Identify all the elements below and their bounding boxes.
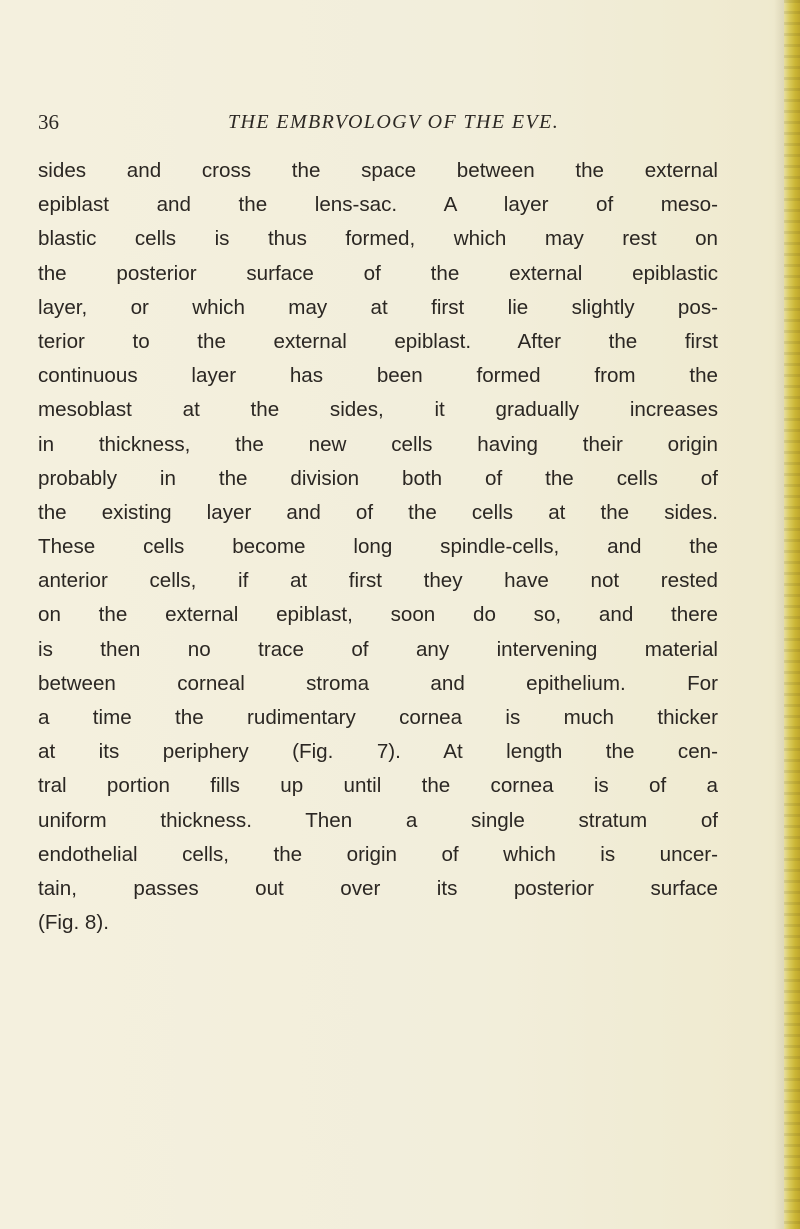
text-line: the existing layer and of the cells at the sides. bbox=[38, 500, 718, 524]
page-gutter-shadow bbox=[774, 0, 784, 1229]
text-line: on the external epiblast, soon do so, and there bbox=[38, 603, 718, 627]
text-line: at its periphery (Fig. 7). At length the cen- bbox=[38, 740, 718, 764]
text-line: mesoblast at the sides, it gradually increases bbox=[38, 398, 718, 422]
running-title: THE EMBRVOLOGV OF THE EVE. bbox=[228, 111, 560, 133]
text-line: between corneal stroma and epithelium. For bbox=[38, 671, 718, 695]
text-line: uniform thickness. Then a single stratum of bbox=[38, 808, 718, 832]
text-line: in thickness, the new cells having their origin bbox=[38, 432, 718, 456]
body-paragraph bbox=[38, 154, 718, 940]
text-line: anterior cells, if at first they have not rested bbox=[38, 569, 718, 593]
text-line: tain, passes out over its posterior surface bbox=[38, 876, 718, 900]
text-line: blastic cells is thus formed, which may rest on bbox=[38, 227, 718, 251]
running-header bbox=[38, 107, 738, 137]
text-line: is then no trace of any intervening material bbox=[38, 637, 718, 661]
text-line: These cells become long spindle-cells, and the bbox=[38, 535, 718, 559]
text-line: endothelial cells, the origin of which is uncer- bbox=[38, 842, 718, 866]
text-line: a time the rudimentary cornea is much thicker bbox=[38, 706, 718, 729]
page-number: 36 bbox=[38, 110, 59, 134]
text-line: sides and cross the space between the external bbox=[38, 159, 718, 182]
text-line: probably in the division both of the cells of bbox=[38, 466, 718, 490]
text-line: layer, or which may at first lie slightly pos- bbox=[38, 295, 718, 319]
page-edge-stack bbox=[784, 0, 800, 1229]
text-line-last: (Fig. 8). bbox=[38, 911, 109, 935]
text-line: terior to the external epiblast. After the first bbox=[38, 329, 718, 353]
text-line: continuous layer has been formed from the bbox=[38, 364, 718, 388]
text-line: the posterior surface of the external epiblastic bbox=[38, 261, 718, 285]
text-line: epiblast and the lens-sac. A layer of meso- bbox=[38, 193, 718, 217]
text-line: tral portion fills up until the cornea is of a bbox=[38, 774, 718, 798]
